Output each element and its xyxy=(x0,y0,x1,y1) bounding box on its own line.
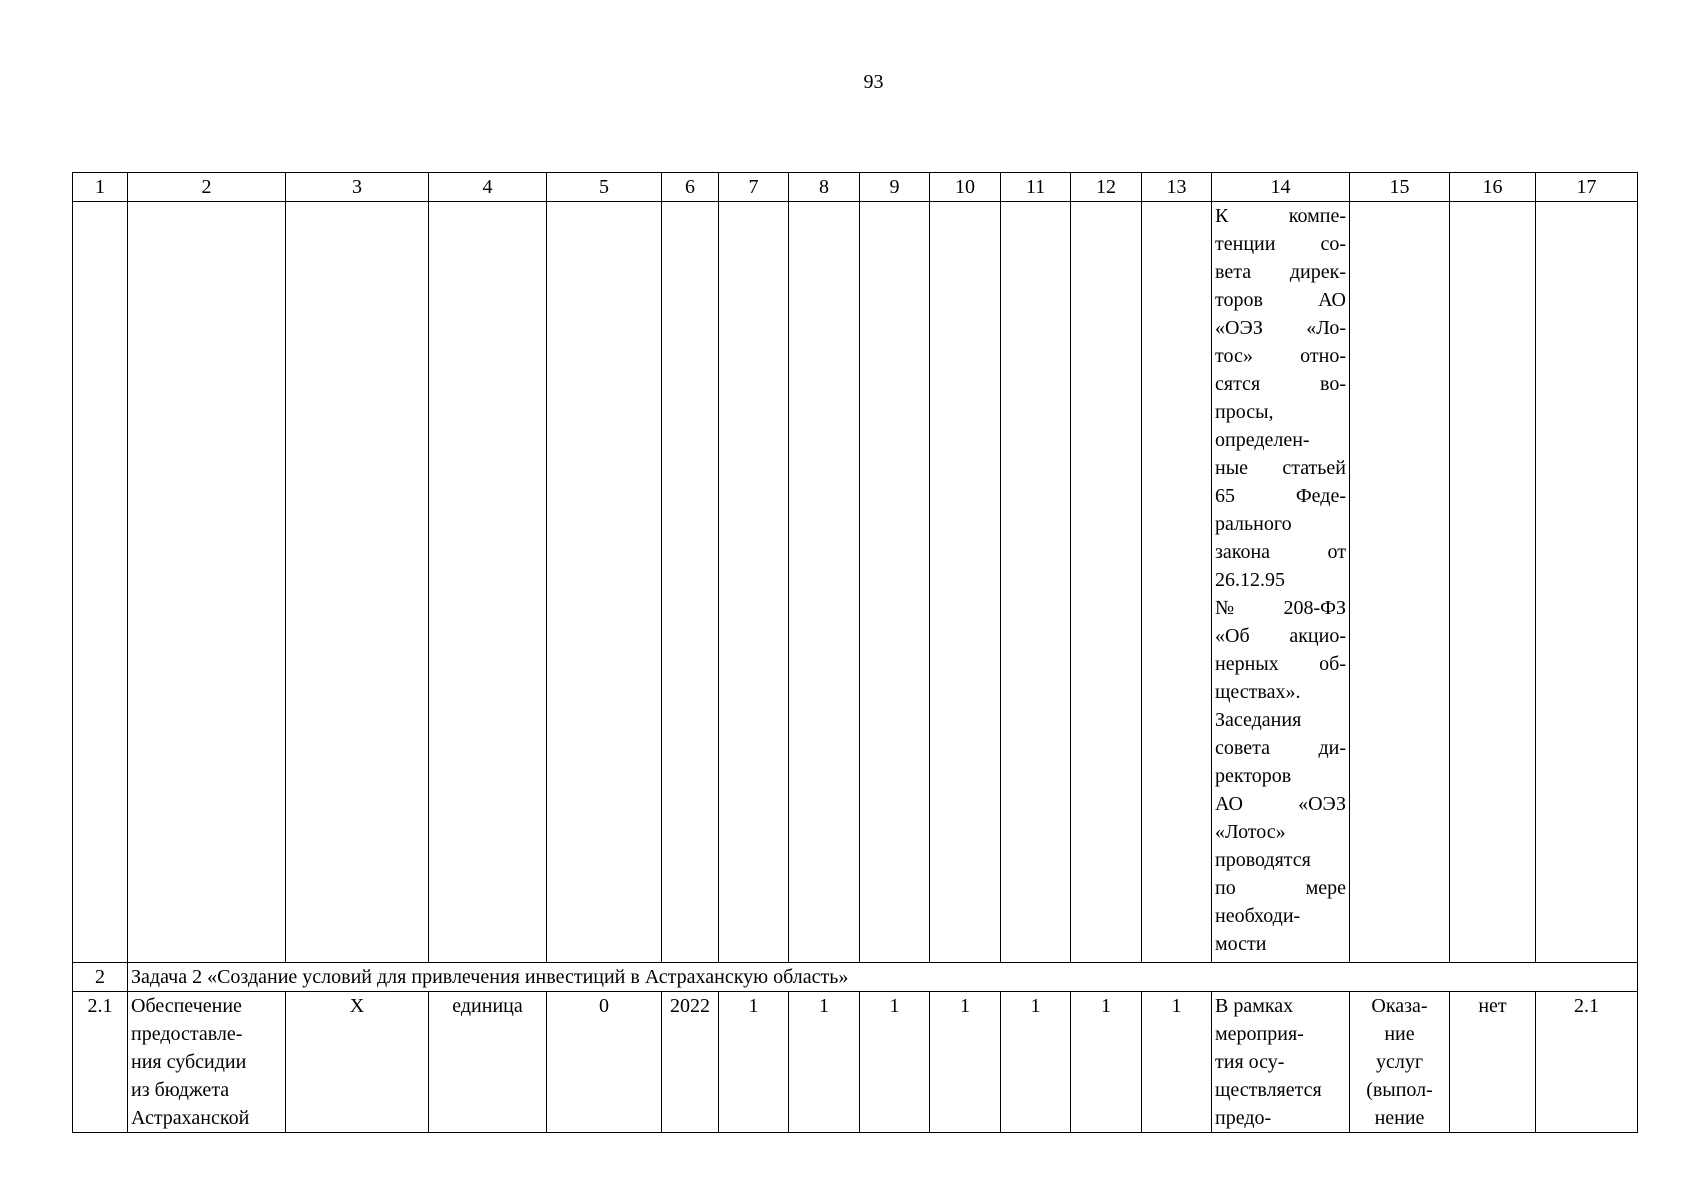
table-header-row xyxy=(73,173,1638,202)
text-line: проводятся xyxy=(1215,849,1311,871)
table-cell: 1 xyxy=(860,992,930,1133)
measure-note xyxy=(1212,992,1350,1133)
board-competence-note xyxy=(1212,202,1350,963)
empty-cell xyxy=(719,202,789,963)
empty-cell xyxy=(1536,202,1638,963)
text-line: вета дирек- xyxy=(1215,261,1346,283)
text-line: (выпол- xyxy=(1366,1079,1433,1101)
empty-cell xyxy=(930,202,1001,963)
empty-cell xyxy=(1350,202,1450,963)
text-line: Оказа- xyxy=(1371,995,1428,1017)
text-line: 65 Феде- xyxy=(1215,485,1346,507)
empty-cell xyxy=(286,202,429,963)
task-row xyxy=(73,963,1638,992)
text-line: ществах». xyxy=(1215,681,1301,703)
table-row xyxy=(73,992,1638,1133)
text-line: тос» отно- xyxy=(1215,345,1346,367)
table-cell: нет xyxy=(1450,992,1536,1133)
service-cell xyxy=(1350,992,1450,1133)
header-cell: 14 xyxy=(1212,173,1350,202)
report-table xyxy=(72,172,1638,1133)
empty-cell xyxy=(1071,202,1142,963)
text-line: «Об акцио- xyxy=(1215,625,1346,647)
header-cell: 15 xyxy=(1350,173,1450,202)
text-line: закона от xyxy=(1215,541,1346,563)
header-cell: 4 xyxy=(429,173,547,202)
table-cell: Х xyxy=(286,992,429,1133)
text-line: мероприя- xyxy=(1215,1023,1304,1045)
text-line: нерных об- xyxy=(1215,653,1346,675)
text-line: совета ди- xyxy=(1215,737,1346,759)
table-cell: 1 xyxy=(1001,992,1071,1133)
table-cell: 1 xyxy=(930,992,1001,1133)
text-line: ректоров xyxy=(1215,765,1292,787)
text-line: необходи- xyxy=(1215,905,1301,927)
text-line: предо- xyxy=(1215,1107,1272,1129)
text-line: мости xyxy=(1215,933,1267,955)
header-cell: 10 xyxy=(930,173,1001,202)
header-cell: 17 xyxy=(1536,173,1638,202)
text-line: из бюджета xyxy=(131,1079,230,1101)
text-line: 26.12.95 xyxy=(1215,569,1285,591)
empty-cell xyxy=(429,202,547,963)
text-line: сятся во- xyxy=(1215,373,1346,395)
year-cell: 2022 xyxy=(662,992,719,1133)
text-line: тия осу- xyxy=(1215,1051,1285,1073)
text-line: нение xyxy=(1374,1107,1425,1129)
unit-cell: единица xyxy=(429,992,547,1133)
row-number: 2.1 xyxy=(73,992,128,1133)
empty-cell xyxy=(860,202,930,963)
header-cell: 3 xyxy=(286,173,429,202)
task-number: 2 xyxy=(73,963,128,992)
empty-cell xyxy=(789,202,860,963)
text-line: ществляется xyxy=(1215,1079,1322,1101)
table-row-continued xyxy=(73,202,1638,963)
header-cell: 7 xyxy=(719,173,789,202)
text-line: услуг xyxy=(1375,1051,1424,1073)
table-cell: 1 xyxy=(1071,992,1142,1133)
text-line: К компе- xyxy=(1215,205,1346,227)
page-number: 93 xyxy=(863,71,884,93)
text-line: предоставле- xyxy=(131,1023,243,1045)
header-cell: 2 xyxy=(128,173,286,202)
header-cell: 9 xyxy=(860,173,930,202)
header-cell: 11 xyxy=(1001,173,1071,202)
empty-cell xyxy=(1142,202,1212,963)
empty-cell xyxy=(547,202,662,963)
text-line: В рамках xyxy=(1215,995,1294,1017)
table-cell: 1 xyxy=(1142,992,1212,1133)
text-line: ние xyxy=(1384,1023,1415,1045)
text-line: № 208-ФЗ xyxy=(1215,597,1346,619)
text-line: рального xyxy=(1215,513,1292,535)
empty-cell xyxy=(73,202,128,963)
text-line: просы, xyxy=(1215,401,1274,423)
header-cell: 12 xyxy=(1071,173,1142,202)
text-line: Обеспечение xyxy=(131,995,242,1017)
header-cell: 1 xyxy=(73,173,128,202)
header-cell: 16 xyxy=(1450,173,1536,202)
text-line: по мере xyxy=(1215,877,1346,899)
text-line: Астраханской xyxy=(131,1107,250,1129)
task-title: Задача 2 «Создание условий для привлечения инвестиций в Астраханскую область» xyxy=(128,963,1638,992)
header-cell: 5 xyxy=(547,173,662,202)
header-cell: 13 xyxy=(1142,173,1212,202)
table-cell: 2.1 xyxy=(1536,992,1638,1133)
empty-cell xyxy=(1450,202,1536,963)
table-cell: 1 xyxy=(719,992,789,1133)
header-cell: 6 xyxy=(662,173,719,202)
empty-cell xyxy=(128,202,286,963)
measure-description xyxy=(128,992,286,1133)
text-line: «ОЭЗ «Ло- xyxy=(1215,317,1346,339)
text-line: АО «ОЭЗ xyxy=(1215,793,1346,815)
text-line: «Лотос» xyxy=(1215,821,1286,843)
text-line: определен- xyxy=(1215,429,1310,451)
text-line: ния субсидии xyxy=(131,1051,247,1073)
text-line: торов АО xyxy=(1215,289,1346,311)
empty-cell xyxy=(662,202,719,963)
table-cell: 0 xyxy=(547,992,662,1133)
header-cell: 8 xyxy=(789,173,860,202)
text-line: ные статьей xyxy=(1215,457,1346,479)
empty-cell xyxy=(1001,202,1071,963)
text-line: тенции со- xyxy=(1215,233,1346,255)
text-line: Заседания xyxy=(1215,709,1302,731)
table-cell: 1 xyxy=(789,992,860,1133)
